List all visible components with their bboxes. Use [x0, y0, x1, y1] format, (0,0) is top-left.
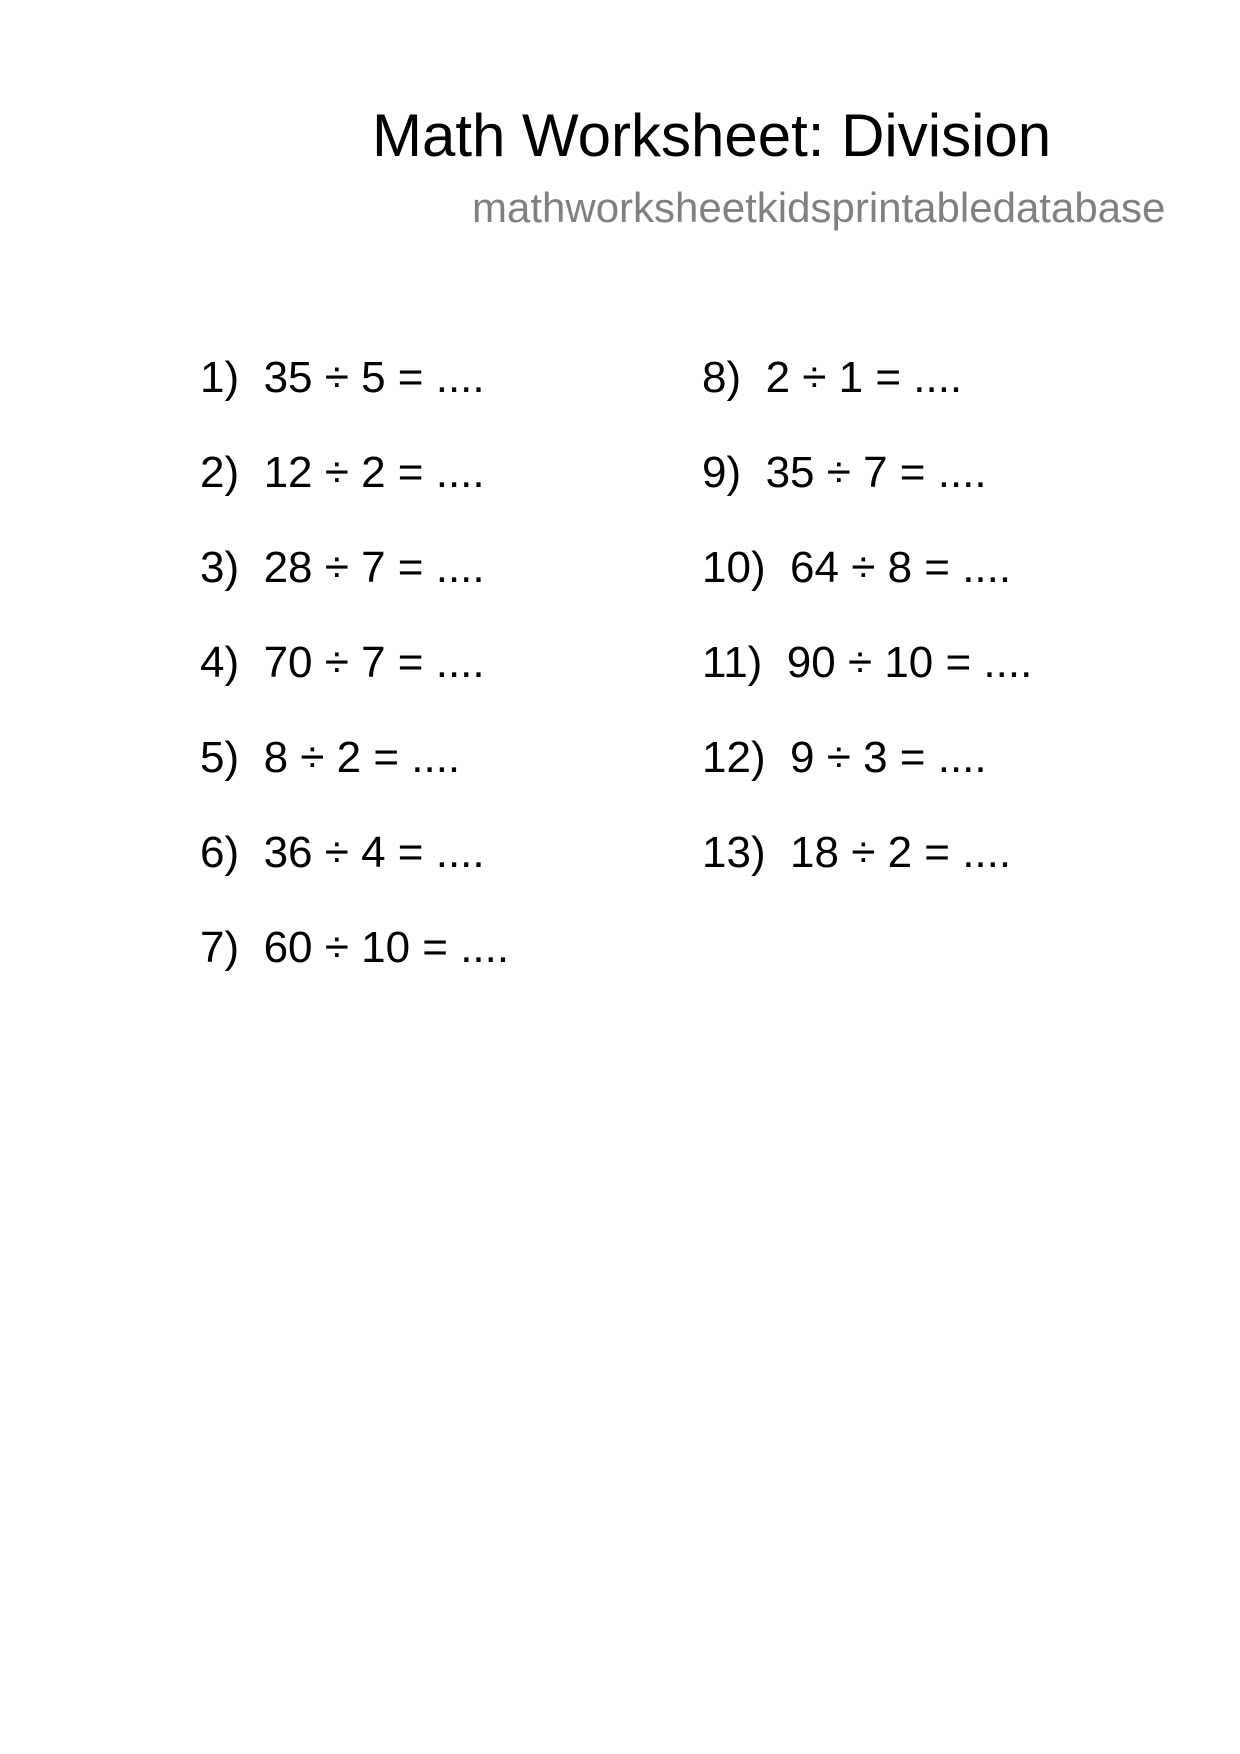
problem-5: 5) 8 ÷ 2 = ....	[200, 733, 461, 782]
problem-3: 3) 28 ÷ 7 = ....	[200, 543, 485, 592]
page-title: Math Worksheet: Division	[372, 102, 1052, 169]
source-subtitle: mathworksheetkidsprintabledatabase	[472, 184, 1166, 231]
problem-6: 6) 36 ÷ 4 = ....	[200, 828, 485, 877]
problem-column-left	[200, 345, 720, 1010]
problem-12: 12) 9 ÷ 3 = ....	[702, 733, 987, 782]
problem-11: 11) 90 ÷ 10 = ....	[702, 638, 1033, 687]
problem-4: 4) 70 ÷ 7 = ....	[200, 638, 485, 687]
problem-2: 2) 12 ÷ 2 = ....	[200, 448, 485, 497]
problem-8: 8) 2 ÷ 1 = ....	[702, 353, 963, 402]
problem-13: 13) 18 ÷ 2 = ....	[702, 828, 1012, 877]
problem-column-right	[702, 345, 1222, 915]
problem-1: 1) 35 ÷ 5 = ....	[200, 353, 485, 402]
problem-10: 10) 64 ÷ 8 = ....	[702, 543, 1012, 592]
problem-7: 7) 60 ÷ 10 = ....	[200, 923, 510, 972]
problem-9: 9) 35 ÷ 7 = ....	[702, 448, 987, 497]
